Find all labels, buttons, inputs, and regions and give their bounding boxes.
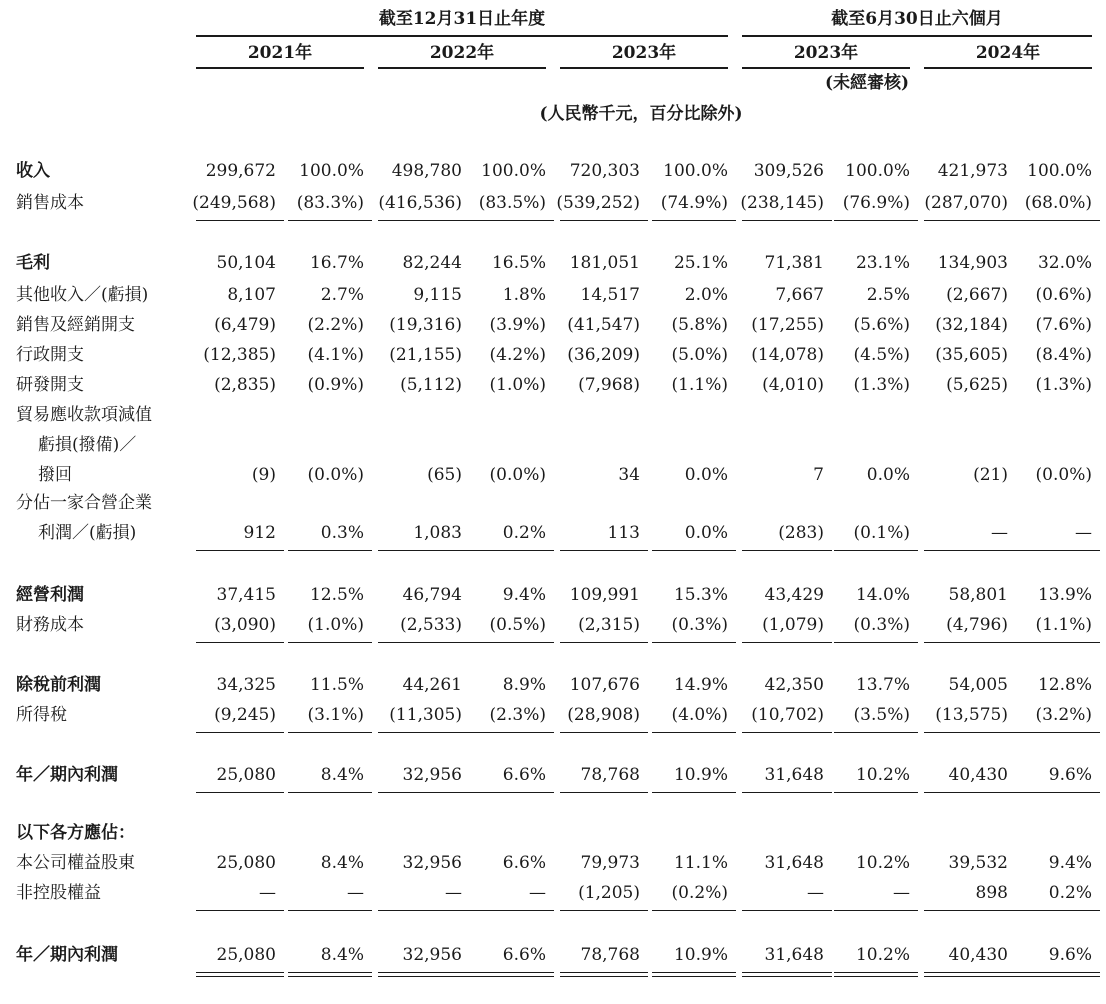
unit-note: (人民幣千元，百分比除外)	[539, 104, 743, 124]
cell-2024-interim-pct: —	[1075, 523, 1092, 543]
year-header-2023-interim: 2023年	[793, 43, 859, 63]
subtotal-rule	[1016, 642, 1100, 643]
cell-2022-pct: 6.6%	[502, 765, 546, 785]
cell-2021-amount: 912	[243, 523, 276, 543]
cell-2023-pct: 2.0%	[684, 285, 728, 305]
subtotal-rule	[742, 910, 832, 911]
cell-2022-pct: (2.3%)	[489, 705, 546, 725]
subtotal-rule	[834, 792, 918, 793]
cell-2023-interim-amount: 42,350	[764, 675, 824, 695]
cell-2023-interim-amount: 7	[813, 465, 824, 485]
subtotal-rule	[742, 792, 832, 793]
row-label: 年／期內利潤	[16, 945, 118, 965]
cell-2024-interim-amount: 54,005	[948, 675, 1008, 695]
subtotal-rule	[560, 792, 648, 793]
cell-2021-pct: 8.4%	[320, 853, 364, 873]
cell-2023-interim-pct: (0.3%)	[853, 615, 910, 635]
cell-2023-pct: 10.9%	[673, 765, 728, 785]
cell-2023-interim-amount: 31,648	[764, 765, 824, 785]
cell-2024-interim-amount: (35,605)	[935, 345, 1008, 365]
cell-2021-amount: 34,325	[216, 675, 276, 695]
cell-2023-interim-amount: (17,255)	[751, 315, 824, 335]
group-rule-interim	[742, 35, 1092, 37]
cell-2022-pct: 100.0%	[481, 161, 546, 181]
cell-2023-amount: (1,205)	[578, 883, 640, 903]
cell-2023-amount: 14,517	[580, 285, 640, 305]
cell-2021-amount: 25,080	[216, 853, 276, 873]
cell-2024-interim-amount: 58,801	[948, 585, 1008, 605]
row-label: 銷售及經銷開支	[16, 315, 135, 335]
cell-2023-amount: (2,315)	[578, 615, 640, 635]
cell-2023-pct: (1.1%)	[671, 375, 728, 395]
year-rule-2023-interim	[742, 67, 910, 69]
cell-2021-pct: 0.3%	[320, 523, 364, 543]
cell-2021-amount: (9)	[251, 465, 276, 485]
cell-2024-interim-amount: 40,430	[948, 945, 1008, 965]
cell-2024-interim-amount: 421,973	[937, 161, 1008, 181]
double-total-rule	[196, 972, 284, 977]
cell-2022-amount: (416,536)	[378, 193, 462, 213]
year-rule-2022	[378, 67, 546, 69]
row-label: 毛利	[16, 253, 50, 273]
cell-2022-amount: (21,155)	[389, 345, 462, 365]
cell-2022-amount: 9,115	[413, 285, 462, 305]
cell-2023-interim-pct: (4.5%)	[853, 345, 910, 365]
cell-2024-interim-amount: 40,430	[948, 765, 1008, 785]
cell-2022-pct: (0.5%)	[489, 615, 546, 635]
cell-2023-amount: 109,991	[569, 585, 640, 605]
cell-2024-interim-pct: (1.3%)	[1035, 375, 1092, 395]
cell-2023-interim-amount: (283)	[778, 523, 824, 543]
subtotal-rule	[1016, 910, 1100, 911]
cell-2023-pct: 0.0%	[684, 465, 728, 485]
cell-2024-interim-amount: (4,796)	[946, 615, 1008, 635]
cell-2023-pct: 0.0%	[684, 523, 728, 543]
cell-2024-interim-amount: (21)	[973, 465, 1008, 485]
row-label: 研發開支	[16, 375, 84, 395]
double-total-rule	[470, 972, 554, 977]
cell-2023-pct: 10.9%	[673, 945, 728, 965]
cell-2023-interim-pct: 100.0%	[845, 161, 910, 181]
cell-2023-pct: (5.8%)	[671, 315, 728, 335]
unaudited-note: (未經審核)	[824, 73, 910, 93]
subtotal-rule	[560, 732, 648, 733]
subtotal-rule	[470, 732, 554, 733]
subtotal-rule	[196, 910, 284, 911]
subtotal-rule	[652, 550, 736, 551]
group-header-interim: 截至6月30日止六個月	[831, 9, 1003, 29]
cell-2021-amount: 25,080	[216, 945, 276, 965]
cell-2022-amount: 46,794	[402, 585, 462, 605]
cell-2023-pct: (0.3%)	[671, 615, 728, 635]
cell-2021-amount: (249,568)	[192, 193, 276, 213]
subtotal-rule	[378, 732, 470, 733]
cell-2022-amount: —	[445, 883, 462, 903]
cell-2022-pct: 1.8%	[502, 285, 546, 305]
row-label: 利潤／(虧損)	[38, 523, 137, 543]
subtotal-rule	[1016, 732, 1100, 733]
subtotal-rule	[834, 732, 918, 733]
row-label: 非控股權益	[16, 883, 101, 903]
cell-2021-amount: 25,080	[216, 765, 276, 785]
cell-2023-pct: 14.9%	[673, 675, 728, 695]
subtotal-rule	[378, 220, 470, 221]
subtotal-rule	[742, 550, 832, 551]
cell-2021-pct: 12.5%	[309, 585, 364, 605]
cell-2023-interim-pct: 13.7%	[855, 675, 910, 695]
cell-2023-pct: (0.2%)	[671, 883, 728, 903]
cell-2024-interim-pct: (0.6%)	[1035, 285, 1092, 305]
subtotal-rule	[470, 792, 554, 793]
cell-2021-pct: (3.1%)	[307, 705, 364, 725]
cell-2023-pct: 100.0%	[663, 161, 728, 181]
cell-2024-interim-pct: (68.0%)	[1024, 193, 1092, 213]
row-label: 銷售成本	[16, 193, 84, 213]
cell-2022-amount: 32,956	[402, 945, 462, 965]
cell-2022-amount: 32,956	[402, 765, 462, 785]
cell-2024-interim-pct: 9.6%	[1048, 945, 1092, 965]
cell-2023-amount: (28,908)	[567, 705, 640, 725]
subtotal-rule	[742, 732, 832, 733]
cell-2022-amount: 44,261	[402, 675, 462, 695]
cell-2024-interim-pct: 9.6%	[1048, 765, 1092, 785]
cell-2021-pct: (1.0%)	[307, 615, 364, 635]
cell-2024-interim-amount: 134,903	[937, 253, 1008, 273]
cell-2023-interim-amount: (1,079)	[762, 615, 824, 635]
row-label: 年／期內利潤	[16, 765, 118, 785]
double-total-rule	[834, 972, 918, 977]
cell-2022-pct: 6.6%	[502, 853, 546, 873]
row-label: 貿易應收款項減值	[16, 405, 152, 425]
subtotal-rule	[652, 732, 736, 733]
subtotal-rule	[288, 550, 372, 551]
cell-2023-interim-amount: 309,526	[753, 161, 824, 181]
year-rule-2021	[196, 67, 364, 69]
group-rule-annual	[196, 35, 728, 37]
cell-2022-amount: 498,780	[391, 161, 462, 181]
cell-2021-amount: 50,104	[216, 253, 276, 273]
cell-2024-interim-pct: (7.6%)	[1035, 315, 1092, 335]
subtotal-rule	[652, 642, 736, 643]
subtotal-rule	[1016, 792, 1100, 793]
subtotal-rule	[470, 220, 554, 221]
subtotal-rule	[196, 220, 284, 221]
cell-2021-amount: (9,245)	[214, 705, 276, 725]
cell-2022-amount: (5,112)	[400, 375, 462, 395]
cell-2022-pct: (0.0%)	[489, 465, 546, 485]
year-header-2023: 2023年	[611, 43, 677, 63]
cell-2023-interim-amount: —	[807, 883, 824, 903]
cell-2023-interim-pct: (76.9%)	[842, 193, 910, 213]
cell-2023-amount: 181,051	[569, 253, 640, 273]
cell-2023-interim-pct: 10.2%	[855, 945, 910, 965]
cell-2021-pct: 2.7%	[320, 285, 364, 305]
double-total-rule	[924, 972, 1016, 977]
cell-2024-interim-pct: 13.9%	[1037, 585, 1092, 605]
subtotal-rule	[288, 910, 372, 911]
row-label: 其他收入／(虧損)	[16, 285, 149, 305]
subtotal-rule	[470, 550, 554, 551]
subtotal-rule	[834, 220, 918, 221]
cell-2023-pct: (74.9%)	[660, 193, 728, 213]
cell-2022-pct: —	[529, 883, 546, 903]
subtotal-rule	[378, 792, 470, 793]
cell-2023-interim-amount: (238,145)	[740, 193, 824, 213]
cell-2022-amount: (2,533)	[400, 615, 462, 635]
row-label: 虧損(撥備)／	[38, 435, 137, 455]
row-label: 分佔一家合營企業	[16, 493, 152, 513]
double-total-rule	[742, 972, 832, 977]
subtotal-rule	[470, 642, 554, 643]
cell-2024-interim-pct: 0.2%	[1048, 883, 1092, 903]
cell-2022-pct: 0.2%	[502, 523, 546, 543]
double-total-rule	[560, 972, 648, 977]
cell-2021-pct: (4.1%)	[307, 345, 364, 365]
subtotal-rule	[560, 642, 648, 643]
cell-2022-pct: 16.5%	[491, 253, 546, 273]
cell-2021-amount: 299,672	[205, 161, 276, 181]
cell-2021-pct: 8.4%	[320, 765, 364, 785]
subtotal-rule	[288, 220, 372, 221]
double-total-rule	[652, 972, 736, 977]
subtotal-rule	[288, 642, 372, 643]
cell-2023-amount: (539,252)	[556, 193, 640, 213]
row-label: 行政開支	[16, 345, 84, 365]
double-total-rule	[288, 972, 372, 977]
cell-2021-pct: 16.7%	[309, 253, 364, 273]
cell-2021-amount: (2,835)	[214, 375, 276, 395]
subtotal-rule	[924, 220, 1016, 221]
cell-2022-amount: (11,305)	[389, 705, 462, 725]
row-label: 經營利潤	[16, 585, 84, 605]
cell-2023-interim-pct: 14.0%	[855, 585, 910, 605]
subtotal-rule	[378, 642, 470, 643]
cell-2021-pct: 11.5%	[309, 675, 364, 695]
subtotal-rule	[834, 642, 918, 643]
subtotal-rule	[652, 792, 736, 793]
cell-2023-amount: 34	[618, 465, 640, 485]
cell-2022-amount: 32,956	[402, 853, 462, 873]
cell-2022-pct: (1.0%)	[489, 375, 546, 395]
cell-2023-pct: 25.1%	[673, 253, 728, 273]
cell-2021-pct: (0.0%)	[307, 465, 364, 485]
subtotal-rule	[560, 220, 648, 221]
cell-2023-interim-amount: 31,648	[764, 945, 824, 965]
cell-2024-interim-pct: (8.4%)	[1035, 345, 1092, 365]
cell-2021-amount: 37,415	[216, 585, 276, 605]
subtotal-rule	[196, 550, 284, 551]
subtotal-rule	[652, 910, 736, 911]
year-rule-2023	[560, 67, 728, 69]
subtotal-rule	[196, 642, 284, 643]
subtotal-rule	[560, 910, 648, 911]
cell-2021-amount: —	[259, 883, 276, 903]
cell-2023-amount: 78,768	[580, 765, 640, 785]
subtotal-rule	[1016, 550, 1100, 551]
cell-2023-amount: 79,973	[580, 853, 640, 873]
cell-2024-interim-amount: (287,070)	[924, 193, 1008, 213]
subtotal-rule	[742, 220, 832, 221]
subtotal-rule	[560, 550, 648, 551]
cell-2023-pct: 11.1%	[673, 853, 728, 873]
cell-2023-interim-amount: (14,078)	[751, 345, 824, 365]
cell-2022-amount: (19,316)	[389, 315, 462, 335]
row-label: 所得稅	[16, 705, 67, 725]
cell-2024-interim-pct: 9.4%	[1048, 853, 1092, 873]
row-label: 財務成本	[16, 615, 84, 635]
cell-2023-interim-pct: —	[893, 883, 910, 903]
cell-2024-interim-amount: 39,532	[948, 853, 1008, 873]
subtotal-rule	[924, 550, 1016, 551]
cell-2023-interim-amount: 31,648	[764, 853, 824, 873]
cell-2024-interim-amount: 898	[975, 883, 1008, 903]
cell-2023-amount: (36,209)	[567, 345, 640, 365]
cell-2023-interim-pct: 0.0%	[866, 465, 910, 485]
cell-2023-amount: 107,676	[569, 675, 640, 695]
cell-2024-interim-pct: 100.0%	[1027, 161, 1092, 181]
cell-2022-pct: (4.2%)	[489, 345, 546, 365]
cell-2023-pct: (5.0%)	[671, 345, 728, 365]
subtotal-rule	[196, 792, 284, 793]
cell-2023-interim-pct: 2.5%	[866, 285, 910, 305]
subtotal-rule	[288, 792, 372, 793]
cell-2024-interim-amount: (32,184)	[935, 315, 1008, 335]
cell-2023-pct: (4.0%)	[671, 705, 728, 725]
cell-2024-interim-amount: (13,575)	[935, 705, 1008, 725]
cell-2023-amount: (41,547)	[567, 315, 640, 335]
row-label: 以下各方應佔：	[16, 823, 135, 843]
subtotal-rule	[1016, 220, 1100, 221]
cell-2023-interim-pct: (1.3%)	[853, 375, 910, 395]
row-label: 撥回	[38, 465, 72, 485]
subtotal-rule	[470, 910, 554, 911]
cell-2021-amount: 8,107	[227, 285, 276, 305]
cell-2023-interim-pct: 23.1%	[855, 253, 910, 273]
subtotal-rule	[378, 550, 470, 551]
cell-2024-interim-pct: (0.0%)	[1035, 465, 1092, 485]
cell-2022-pct: (3.9%)	[489, 315, 546, 335]
subtotal-rule	[834, 910, 918, 911]
year-header-2022: 2022年	[429, 43, 495, 63]
cell-2023-interim-amount: (4,010)	[762, 375, 824, 395]
cell-2022-amount: 1,083	[413, 523, 462, 543]
subtotal-rule	[652, 220, 736, 221]
subtotal-rule	[378, 910, 470, 911]
cell-2024-interim-pct: 32.0%	[1037, 253, 1092, 273]
cell-2024-interim-amount: (5,625)	[946, 375, 1008, 395]
group-header-annual: 截至12月31日止年度	[378, 9, 546, 29]
cell-2022-pct: 8.9%	[502, 675, 546, 695]
subtotal-rule	[924, 792, 1016, 793]
year-header-2024-interim: 2024年	[975, 43, 1041, 63]
cell-2021-amount: (3,090)	[214, 615, 276, 635]
cell-2021-amount: (6,479)	[214, 315, 276, 335]
subtotal-rule	[834, 550, 918, 551]
cell-2023-interim-pct: (5.6%)	[853, 315, 910, 335]
double-total-rule	[1016, 972, 1100, 977]
cell-2021-pct: (0.9%)	[307, 375, 364, 395]
cell-2023-interim-amount: 71,381	[764, 253, 824, 273]
subtotal-rule	[742, 642, 832, 643]
cell-2024-interim-pct: 12.8%	[1037, 675, 1092, 695]
cell-2021-pct: (83.3%)	[296, 193, 364, 213]
cell-2023-pct: 15.3%	[673, 585, 728, 605]
cell-2023-interim-pct: 10.2%	[855, 765, 910, 785]
cell-2022-pct: (83.5%)	[478, 193, 546, 213]
cell-2022-pct: 9.4%	[502, 585, 546, 605]
double-total-rule	[378, 972, 470, 977]
year-rule-2024-interim	[924, 67, 1092, 69]
cell-2023-interim-pct: 10.2%	[855, 853, 910, 873]
cell-2023-amount: (7,968)	[578, 375, 640, 395]
cell-2023-amount: 720,303	[569, 161, 640, 181]
year-header-2021: 2021年	[247, 43, 313, 63]
cell-2021-amount: (12,385)	[203, 345, 276, 365]
subtotal-rule	[924, 642, 1016, 643]
cell-2022-amount: 82,244	[402, 253, 462, 273]
cell-2022-pct: 6.6%	[502, 945, 546, 965]
cell-2023-interim-amount: 7,667	[775, 285, 824, 305]
cell-2021-pct: —	[347, 883, 364, 903]
cell-2021-pct: 8.4%	[320, 945, 364, 965]
subtotal-rule	[924, 910, 1016, 911]
cell-2024-interim-amount: (2,667)	[946, 285, 1008, 305]
cell-2023-interim-amount: (10,702)	[751, 705, 824, 725]
cell-2023-amount: 113	[607, 523, 640, 543]
cell-2024-interim-pct: (3.2%)	[1035, 705, 1092, 725]
subtotal-rule	[196, 732, 284, 733]
cell-2021-pct: 100.0%	[299, 161, 364, 181]
row-label: 除稅前利潤	[16, 675, 101, 695]
cell-2024-interim-pct: (1.1%)	[1035, 615, 1092, 635]
cell-2023-interim-pct: (0.1%)	[853, 523, 910, 543]
cell-2024-interim-amount: —	[991, 523, 1008, 543]
cell-2022-amount: (65)	[427, 465, 462, 485]
cell-2023-interim-pct: (3.5%)	[853, 705, 910, 725]
cell-2023-interim-amount: 43,429	[764, 585, 824, 605]
row-label: 本公司權益股東	[16, 853, 135, 873]
row-label: 收入	[16, 161, 50, 181]
subtotal-rule	[288, 732, 372, 733]
cell-2023-amount: 78,768	[580, 945, 640, 965]
subtotal-rule	[924, 732, 1016, 733]
cell-2021-pct: (2.2%)	[307, 315, 364, 335]
